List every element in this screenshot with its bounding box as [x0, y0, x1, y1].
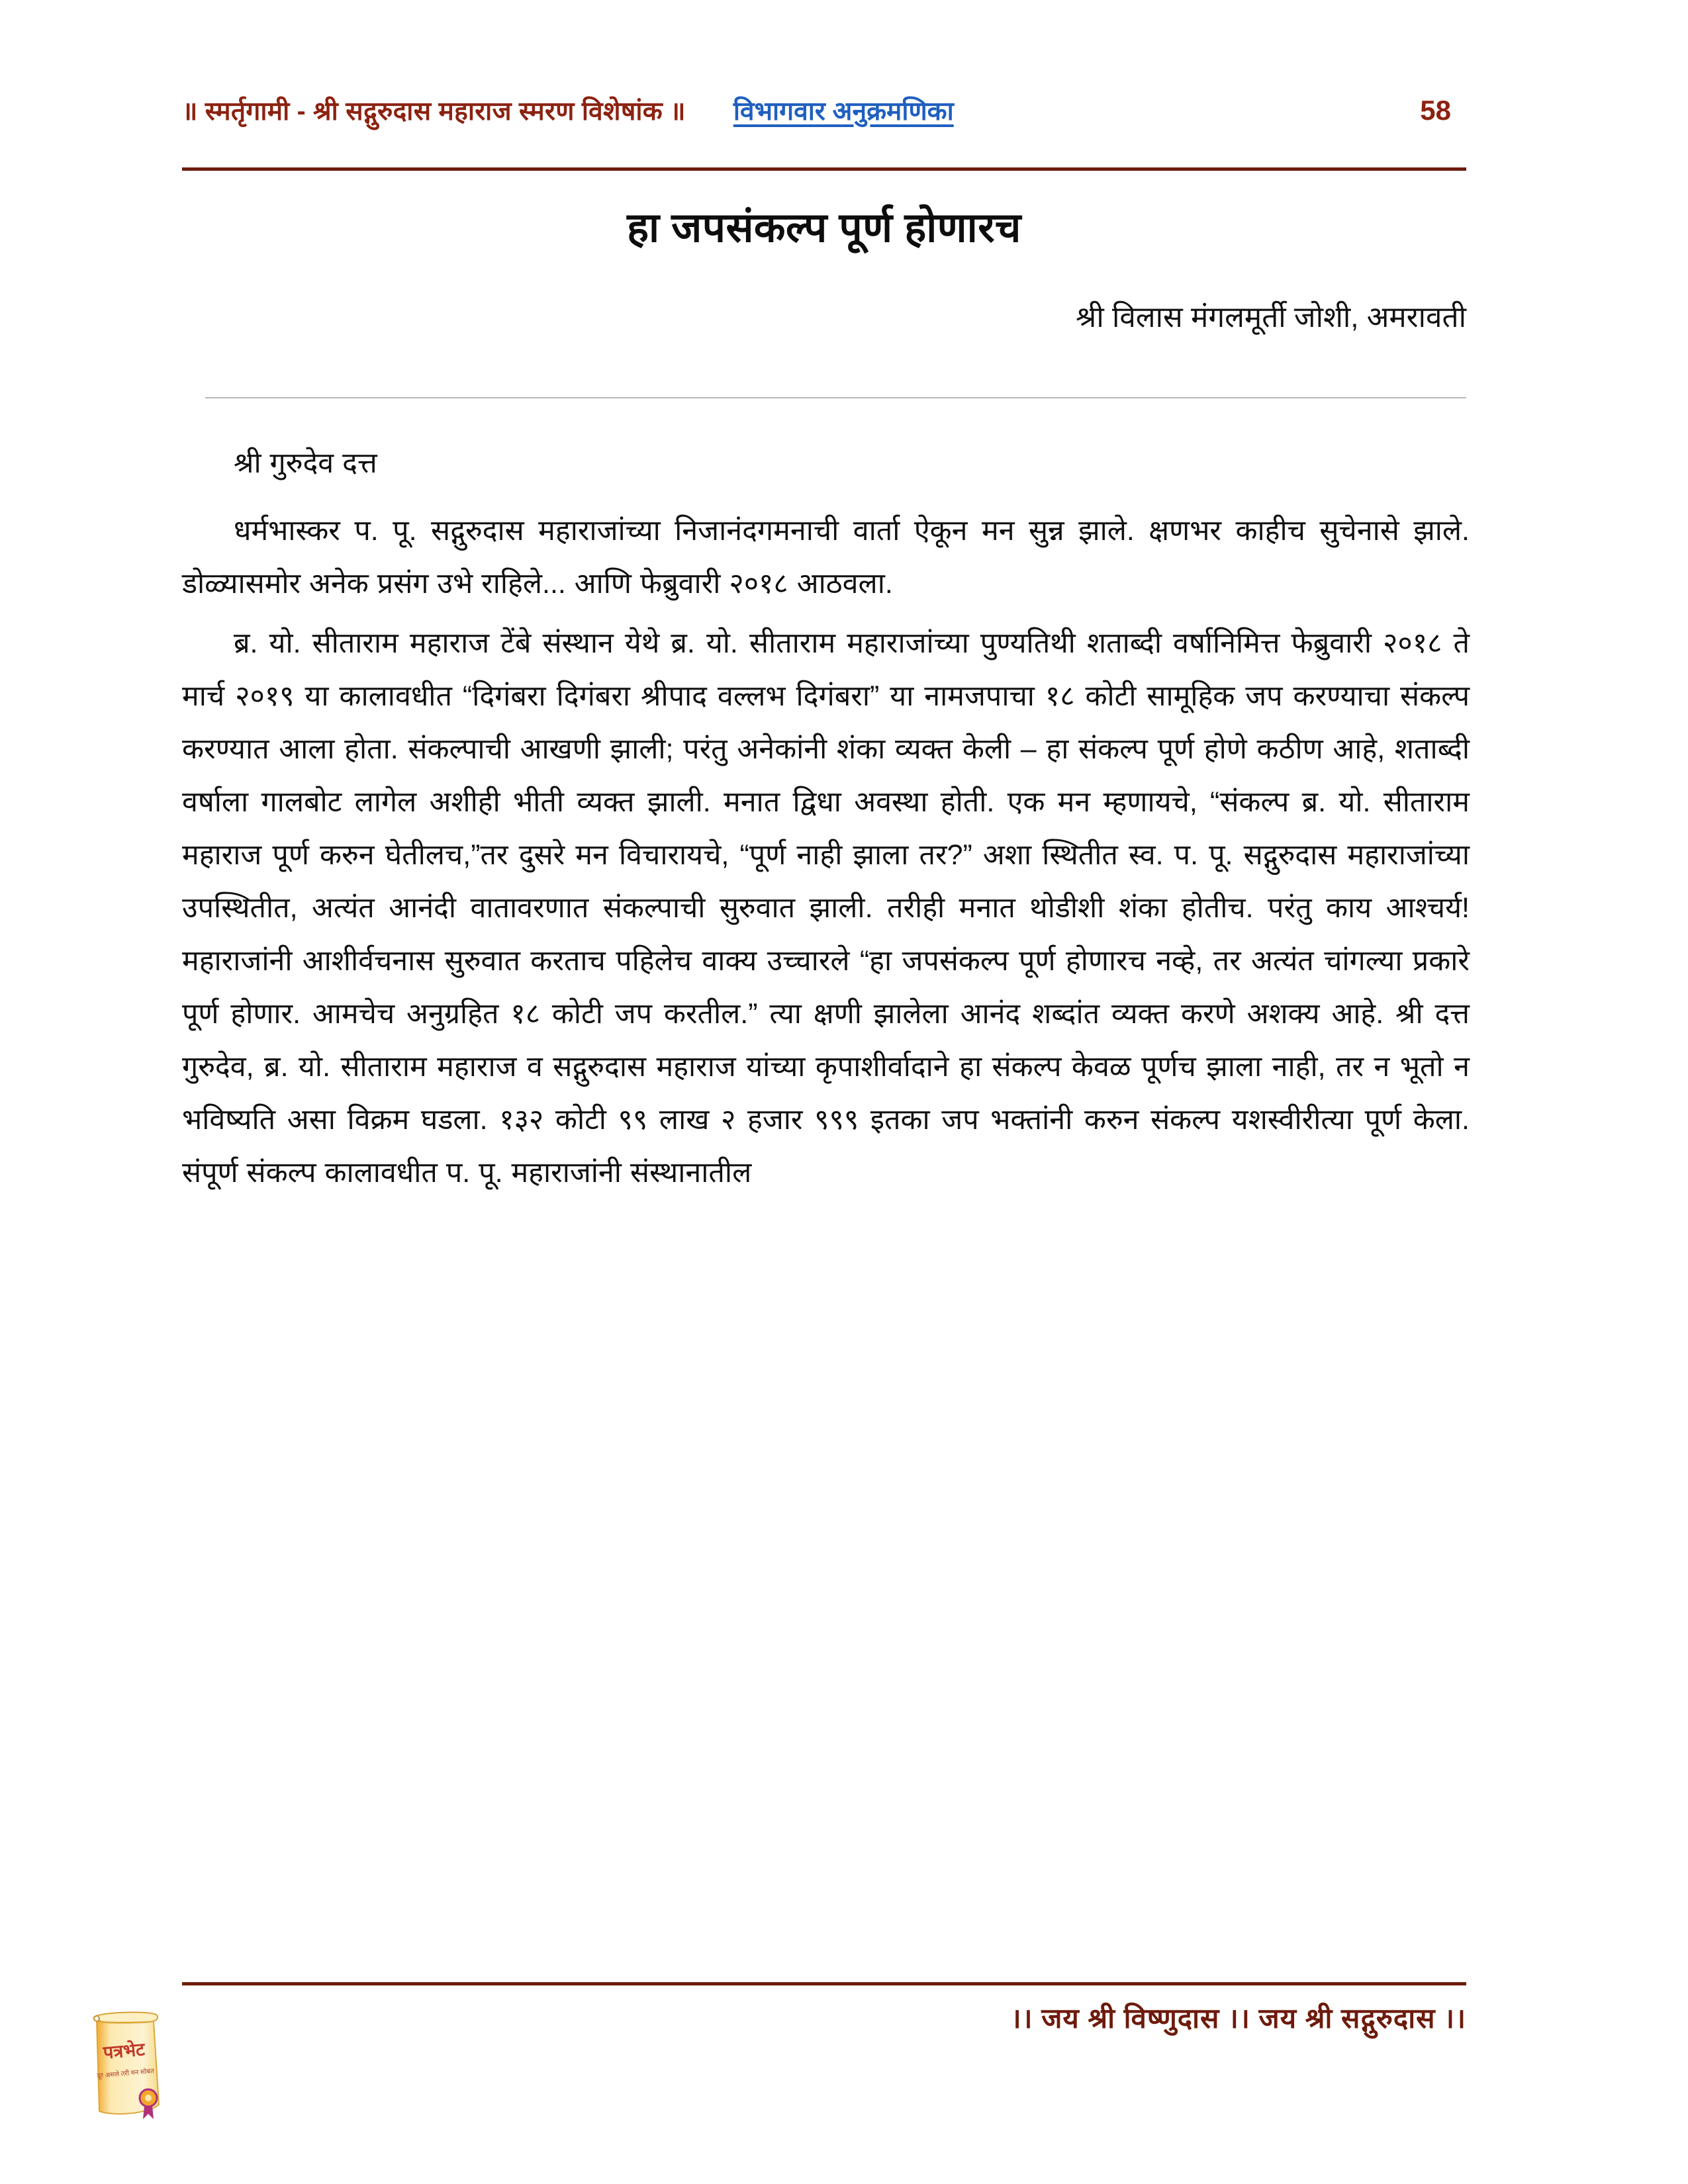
svg-text:पत्रभेट: पत्रभेट [102, 2039, 146, 2063]
footer-blessing: ।। जय श्री विष्णुदास ।। जय श्री सद्गुरुदास ।। [1010, 2003, 1466, 2034]
body-paragraph-2: ब्र. यो. सीताराम महाराज टेंबे संस्थान येथे ब्र. यो. सीताराम महाराजांच्या पुण्यतिथी शताब्दी वर्षानिमित्त फेब्रुवारी २०१८ ते मार्च २०१९ या कालावधीत “दिगंबरा दिगंबरा श्रीपाद वल्लभ दिगंबरा” या नामजपाचा १८ कोटी सामूहिक जप करण्याचा संकल्प करण्यात आला होता. संकल्पाची आखणी झाली; परंतु अनेकांनी शंका व्यक्त केली – हा संकल्प पूर्ण होणे कठीण आहे, शताब्दी वर्षाला गालबोट लागेल अशीही भीती व्यक्त झाली. मनात द्विधा अवस्था होती. एक मन म्हणायचे, “संकल्प ब्र. यो. सीताराम महाराज पूर्ण करुन घेतीलच,”तर दुसरे मन विचारायचे, “पूर्ण नाही झाला तर?” अशा स्थितीत स्व. प. पू. सद्गुरुदास महाराजांच्या उपस्थितीत, अत्यंत आनंदी वातावरणात संकल्पाची सुरुवात झाली. तरीही मनात थोडीशी शंका होतीच. परंतु काय आश्चर्य! महाराजांनी आशीर्वचनास सुरुवात करताच पहिलेच वाक्य उच्चारले “हा जपसंकल्प पूर्ण होणारच नव्हे, तर अत्यंत चांगल्या प्रकारे पूर्ण होणार. आमचेच अनुग्रहित १८ कोटी जप करतील.” त्या क्षणी झालेला आनंद शब्दांत व्यक्त करणे अशक्य आहे. श्री दत्त गुरुदेव, ब्र. यो. सीताराम महाराज व सद्गुरुदास महाराज यांच्या कृपाशीर्वादाने हा संकल्प केवळ पूर्णच झाला नाही, तर न भूतो न भविष्यति असा विक्रम घडला. १३२ कोटी ९९ लाख २ हजार ९९९ इतका जप भक्तांनी करुन संकल्प यशस्वीरीत्या पूर्ण केला. संपूर्ण संकल्प कालावधीत प. पू. महाराजांनी संस्थानातील [182, 627, 1470, 1189]
article-body [182, 437, 1470, 1206]
header-divider [182, 167, 1466, 171]
article-byline: श्री विलास मंगलमूर्ती जोशी, अमरावती [1076, 301, 1466, 334]
page-number: 58 [1420, 95, 1451, 126]
article-title: हा जपसंकल्प पूर्ण होणारच [627, 205, 1021, 251]
magazine-title: ॥ स्मर्तृगामी - श्री सद्गुरुदास महाराज स्मरण विशेषांक ॥ [182, 97, 686, 126]
index-link[interactable]: विभागवार अनुक्रमणिका [733, 97, 954, 126]
footer-divider [182, 1982, 1466, 1985]
salutation-line: श्री गुरुदेव दत्त [234, 447, 377, 479]
patrabhet-scroll-logo [85, 2005, 171, 2121]
body-paragraph-1: धर्मभास्कर प. पू. सद्गुरुदास महाराजांच्या निजानंदगमनाची वार्ता ऐकून मन सुन्न झाले. क्षणभर काहीच सुचेनासे झाले. डोळ्यासमोर अनेक प्रसंग उभे राहिले... आणि फेब्रुवारी २०१८ आठवला. [182, 515, 1470, 600]
svg-text:दूर असले तरी मन सोबत: दूर असले तरी मन सोबत [97, 2068, 155, 2080]
page-header [182, 93, 1463, 146]
scroll-icon [85, 2005, 171, 2121]
title-divider [205, 397, 1466, 398]
